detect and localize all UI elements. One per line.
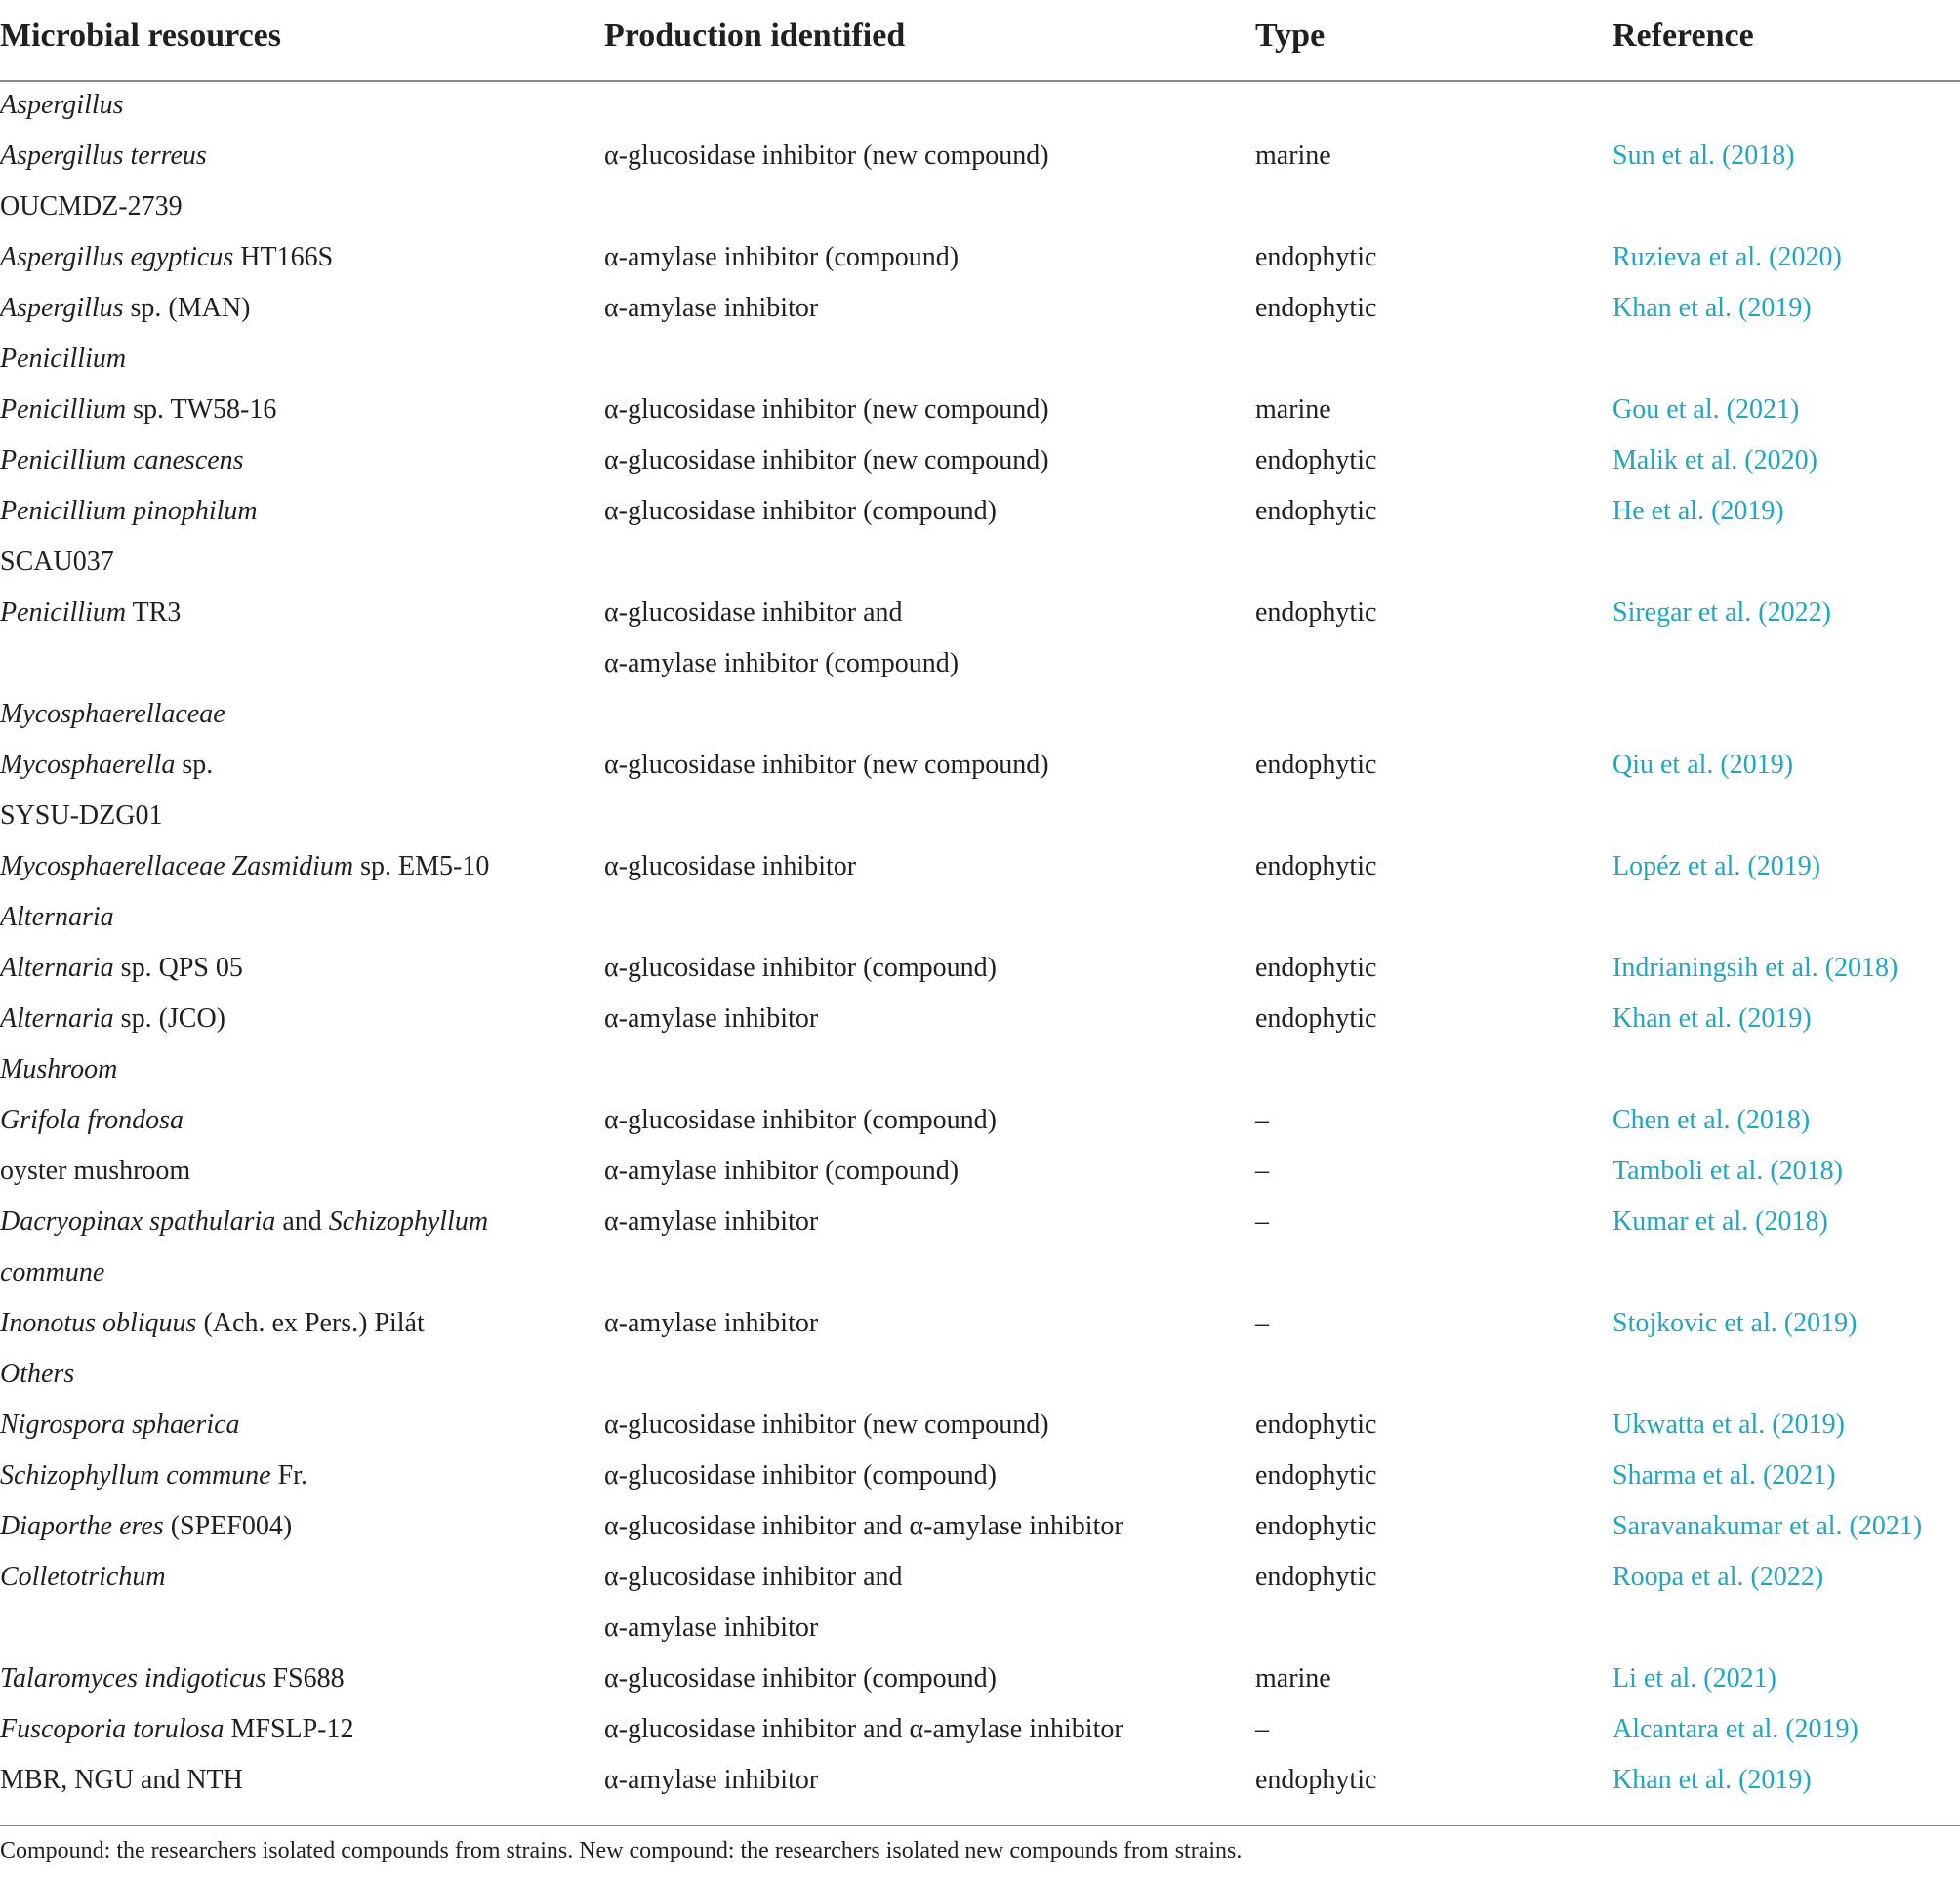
cell-microbial-resource [0, 943, 243, 994]
reference-link[interactable]: Kumar et al. (2018) [1613, 1206, 1828, 1237]
microbial-name-part: sp. TW58-16 [126, 394, 277, 425]
table-row [0, 1247, 1960, 1298]
header-production-identified: Production identified [604, 18, 906, 54]
table-footnote: Compound: the researchers isolated compounds from strains. New compound: the researchers isolated new compounds from strains. [0, 1838, 1243, 1863]
microbial-name-part: Penicillium canescens [0, 445, 244, 475]
table-row [0, 1603, 1960, 1653]
microbial-name-part: Fr. [270, 1460, 307, 1490]
cell-production-identified: α-amylase inhibitor [604, 1308, 819, 1338]
microbial-name-part: Alternaria [0, 902, 114, 932]
microbial-name-part: Penicillium [0, 394, 127, 425]
reference-link[interactable]: Chen et al. (2018) [1613, 1105, 1811, 1135]
cell-microbial-resource [0, 740, 213, 791]
table-row [0, 1704, 1960, 1755]
cell-production-identified: α-glucosidase inhibitor (compound) [604, 953, 997, 983]
cell-type: marine [1255, 141, 1331, 171]
table-row [0, 1501, 1960, 1552]
microbial-name-part: sp. QPS 05 [113, 953, 243, 983]
microbial-name-part: Mushroom [0, 1054, 118, 1084]
reference-link[interactable]: Alcantara et al. (2019) [1613, 1714, 1858, 1744]
cell-production-identified: α-amylase inhibitor [604, 1206, 819, 1237]
cell-microbial-resource [0, 1501, 292, 1552]
microbial-name-part: sp. (JCO) [113, 1003, 226, 1034]
table-row [0, 1653, 1960, 1704]
cell-microbial-resource [0, 131, 207, 182]
cell-type: marine [1255, 394, 1331, 425]
table-row [0, 537, 1960, 588]
microbial-name-part: Inonotus obliquus [0, 1308, 197, 1338]
reference-link[interactable]: Gou et al. (2021) [1613, 394, 1800, 425]
cell-microbial-resource [0, 385, 276, 435]
microbial-name-part: Mycosphaerellaceae [0, 699, 225, 729]
cell-microbial-resource [0, 1400, 240, 1450]
reference-link[interactable]: Lopéz et al. (2019) [1613, 851, 1821, 881]
microbial-name-part: (Ach. ex Pers.) Pilát [196, 1308, 425, 1338]
cell-type: endophytic [1255, 1511, 1377, 1541]
table-body [0, 80, 1960, 1806]
microbial-name-part: Colletotrichum [0, 1562, 166, 1592]
table-row [0, 486, 1960, 537]
reference-link[interactable]: Ruzieva et al. (2020) [1613, 242, 1842, 272]
table-row [0, 131, 1960, 182]
cell-microbial-resource [0, 80, 124, 131]
cell-production-identified: α-glucosidase inhibitor and [604, 1562, 903, 1592]
cell-type: endophytic [1255, 445, 1377, 475]
reference-link[interactable]: Khan et al. (2019) [1613, 1765, 1812, 1795]
cell-microbial-resource [0, 334, 126, 385]
table-row [0, 638, 1960, 689]
cell-type: – [1255, 1308, 1269, 1338]
cell-microbial-resource [0, 1653, 345, 1704]
microbial-name-part: oyster mushroom [0, 1156, 191, 1186]
cell-production-identified: α-glucosidase inhibitor [604, 851, 857, 881]
microbial-name-part: SCAU037 [0, 547, 114, 577]
cell-production-identified: α-amylase inhibitor (compound) [604, 1156, 960, 1186]
cell-microbial-resource [0, 1146, 190, 1197]
cell-microbial-resource [0, 841, 489, 892]
table-header [0, 0, 1960, 82]
table-row [0, 1755, 1960, 1806]
microbial-name-part: FS688 [265, 1663, 345, 1694]
microbial-name-part: MBR, NGU and NTH [0, 1765, 243, 1795]
cell-microbial-resource [0, 689, 225, 740]
microbial-name-part: Mycosphaerella [0, 750, 176, 780]
cell-microbial-resource [0, 588, 181, 638]
reference-link[interactable]: Siregar et al. (2022) [1613, 597, 1831, 628]
cell-production-identified: α-glucosidase inhibitor (new compound) [604, 394, 1049, 425]
cell-microbial-resource [0, 1755, 243, 1806]
cell-microbial-resource [0, 892, 114, 943]
cell-type: endophytic [1255, 496, 1377, 526]
microbial-name-part: Aspergillus egypticus [0, 242, 234, 272]
table-row [0, 791, 1960, 841]
microbial-name-part: Grifola frondosa [0, 1105, 184, 1135]
reference-link[interactable]: Ukwatta et al. (2019) [1613, 1409, 1845, 1440]
microbial-name-part: Alternaria [0, 953, 114, 983]
cell-type: endophytic [1255, 1765, 1377, 1795]
table-row [0, 588, 1960, 638]
cell-microbial-resource [0, 994, 225, 1044]
cell-microbial-resource [0, 232, 333, 283]
cell-type: endophytic [1255, 1409, 1377, 1440]
microbial-name-part: SYSU-DZG01 [0, 800, 163, 831]
microbial-name-part: TR3 [126, 597, 182, 628]
cell-type: endophytic [1255, 597, 1377, 628]
header-reference: Reference [1613, 18, 1754, 54]
cell-type: endophytic [1255, 851, 1377, 881]
reference-link[interactable]: Malik et al. (2020) [1613, 445, 1817, 475]
microbial-name-part: Aspergillus [0, 293, 124, 323]
microbial-name-part: Schizophyllum commune [0, 1460, 271, 1490]
table-row [0, 1349, 1960, 1400]
microbial-name-part: Alternaria [0, 1003, 114, 1034]
cell-microbial-resource [0, 435, 244, 486]
microbial-name-part: (SPEF004) [163, 1511, 293, 1541]
cell-production-identified: α-glucosidase inhibitor and α-amylase inhibitor [604, 1511, 1123, 1541]
microbial-name-part: and [275, 1206, 329, 1237]
microbial-name-part: sp. (MAN) [123, 293, 251, 323]
microbial-name-part: Penicillium pinophilum [0, 496, 258, 526]
cell-production-identified: α-amylase inhibitor [604, 1613, 819, 1643]
microbial-name-part: Dacryopinax spathularia [0, 1206, 276, 1237]
microbial-name-part: sp. [175, 750, 214, 780]
cell-type: endophytic [1255, 1003, 1377, 1034]
reference-link[interactable]: He et al. (2019) [1613, 496, 1784, 526]
cell-type: – [1255, 1105, 1269, 1135]
microbial-name-part: Aspergillus terreus [0, 141, 207, 171]
cell-production-identified: α-glucosidase inhibitor (new compound) [604, 141, 1049, 171]
reference-link[interactable]: Sun et al. (2018) [1613, 141, 1795, 171]
microbial-name-part: commune [0, 1257, 105, 1287]
microbial-name-part: Penicillium [0, 344, 127, 374]
table-row [0, 1552, 1960, 1603]
cell-type: endophytic [1255, 293, 1377, 323]
cell-microbial-resource [0, 1095, 184, 1146]
cell-type: – [1255, 1206, 1269, 1237]
cell-type: endophytic [1255, 750, 1377, 780]
header-type: Type [1255, 18, 1326, 54]
microbial-name-part: HT166S [233, 242, 334, 272]
reference-link[interactable]: Indrianingsih et al. (2018) [1613, 953, 1899, 983]
microbial-name-part: Diaporthe eres [0, 1511, 164, 1541]
header-microbial-resources: Microbial resources [0, 18, 282, 54]
cell-microbial-resource [0, 1197, 488, 1247]
table-row [0, 1095, 1960, 1146]
microbial-name-part: Aspergillus [0, 90, 124, 120]
cell-production-identified: α-glucosidase inhibitor (new compound) [604, 1409, 1049, 1440]
table-row [0, 1197, 1960, 1247]
reference-link[interactable]: Khan et al. (2019) [1613, 293, 1812, 323]
reference-link[interactable]: Stojkovic et al. (2019) [1613, 1308, 1858, 1338]
cell-production-identified: α-amylase inhibitor [604, 1003, 819, 1034]
cell-microbial-resource [0, 1044, 117, 1095]
cell-production-identified: α-amylase inhibitor (compound) [604, 648, 960, 678]
cell-production-identified: α-amylase inhibitor (compound) [604, 242, 960, 272]
cell-type: endophytic [1255, 242, 1377, 272]
table-row [0, 385, 1960, 435]
microbial-name-part: sp. EM5-10 [353, 851, 490, 881]
table-row [0, 1298, 1960, 1349]
cell-microbial-resource [0, 1450, 307, 1501]
table-row [0, 943, 1960, 994]
cell-production-identified: α-glucosidase inhibitor and α-amylase inhibitor [604, 1714, 1123, 1744]
cell-type: endophytic [1255, 1460, 1377, 1490]
table-row [0, 334, 1960, 385]
cell-microbial-resource [0, 486, 258, 537]
cell-type: endophytic [1255, 953, 1377, 983]
cell-microbial-resource [0, 1552, 166, 1603]
cell-production-identified: α-glucosidase inhibitor (compound) [604, 1663, 997, 1694]
cell-microbial-resource [0, 182, 183, 232]
reference-link[interactable]: Saravanakumar et al. (2021) [1613, 1511, 1923, 1541]
table-row [0, 689, 1960, 740]
microbial-name-part: MFSLP-12 [224, 1714, 354, 1744]
cell-microbial-resource [0, 1298, 425, 1349]
table-row [0, 283, 1960, 334]
table-row [0, 1450, 1960, 1501]
cell-production-identified: α-amylase inhibitor [604, 1765, 819, 1795]
reference-link[interactable]: Li et al. (2021) [1613, 1663, 1776, 1694]
cell-production-identified: α-glucosidase inhibitor and [604, 597, 903, 628]
table-row [0, 841, 1960, 892]
cell-microbial-resource [0, 283, 250, 334]
reference-link[interactable]: Khan et al. (2019) [1613, 1003, 1812, 1034]
reference-link[interactable]: Qiu et al. (2019) [1613, 750, 1794, 780]
microbial-name-part: Others [0, 1359, 75, 1389]
table-row [0, 80, 1960, 131]
cell-production-identified: α-amylase inhibitor [604, 293, 819, 323]
microbial-name-part: Schizophyllum [328, 1206, 489, 1237]
table-row [0, 1400, 1960, 1450]
reference-link[interactable]: Sharma et al. (2021) [1613, 1460, 1836, 1490]
microbial-name-part: Penicillium [0, 597, 127, 628]
reference-link[interactable]: Tamboli et al. (2018) [1613, 1156, 1843, 1186]
table-row [0, 994, 1960, 1044]
cell-microbial-resource [0, 1704, 354, 1755]
microbial-name-part: Talaromyces indigoticus [0, 1663, 266, 1694]
table-row [0, 892, 1960, 943]
cell-production-identified: α-glucosidase inhibitor (new compound) [604, 445, 1049, 475]
table-row [0, 1044, 1960, 1095]
footer-rule [0, 1825, 1960, 1826]
microbial-name-part: Fuscoporia torulosa [0, 1714, 225, 1744]
table-row [0, 435, 1960, 486]
cell-microbial-resource [0, 791, 162, 841]
cell-production-identified: α-glucosidase inhibitor (compound) [604, 1460, 997, 1490]
cell-type: endophytic [1255, 1562, 1377, 1592]
cell-production-identified: α-glucosidase inhibitor (compound) [604, 1105, 997, 1135]
cell-microbial-resource [0, 1247, 104, 1298]
microbial-name-part: Nigrospora sphaerica [0, 1409, 240, 1440]
cell-microbial-resource [0, 1349, 74, 1400]
cell-type: – [1255, 1714, 1269, 1744]
table-row [0, 740, 1960, 791]
cell-type: marine [1255, 1663, 1331, 1694]
cell-type: – [1255, 1156, 1269, 1186]
cell-microbial-resource [0, 537, 114, 588]
reference-link[interactable]: Roopa et al. (2022) [1613, 1562, 1824, 1592]
table-row [0, 182, 1960, 232]
table-row [0, 1146, 1960, 1197]
microbial-name-part: Mycosphaerellaceae Zasmidium [0, 851, 354, 881]
table-row [0, 232, 1960, 283]
cell-production-identified: α-glucosidase inhibitor (new compound) [604, 750, 1049, 780]
cell-production-identified: α-glucosidase inhibitor (compound) [604, 496, 997, 526]
microbial-name-part: OUCMDZ-2739 [0, 191, 183, 222]
